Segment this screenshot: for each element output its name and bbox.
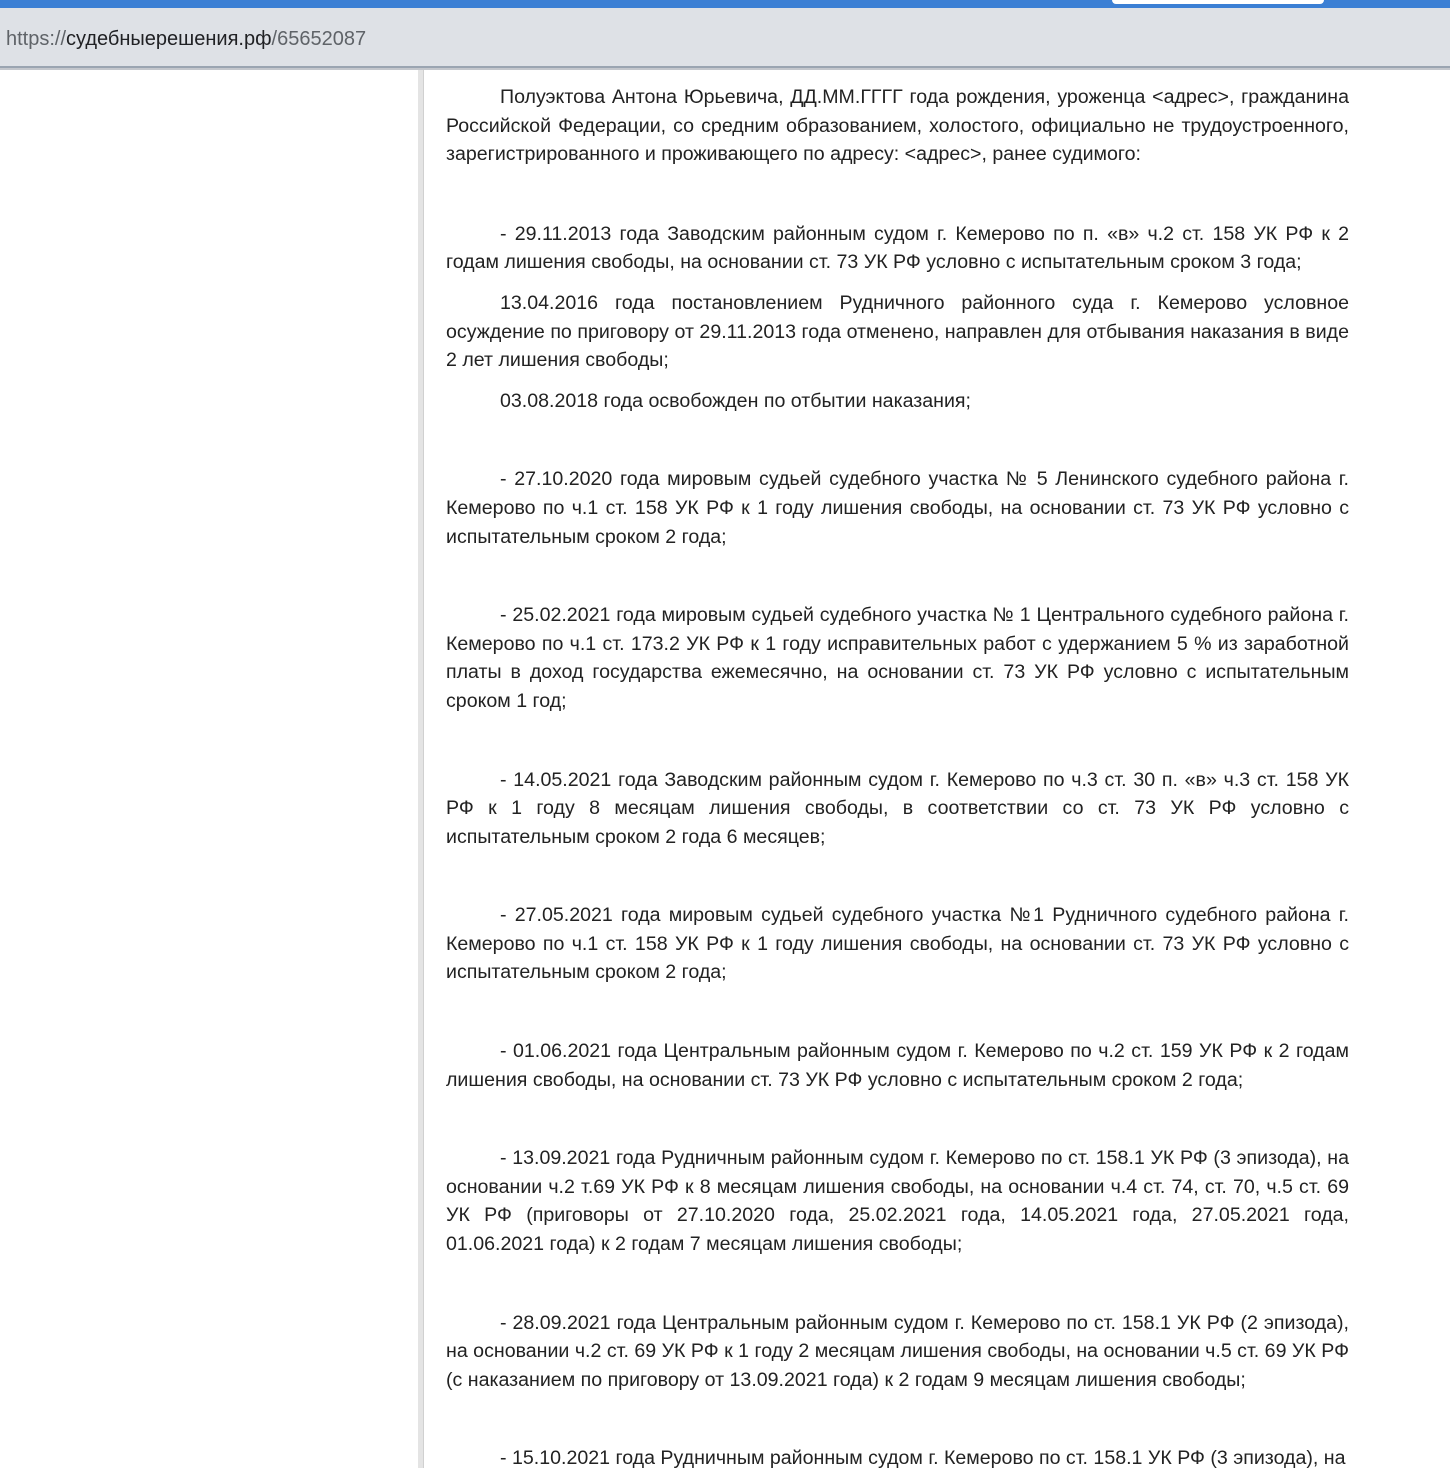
browser-top-strip — [0, 0, 1450, 8]
left-column — [0, 70, 418, 1468]
url-path: /65652087 — [271, 28, 367, 50]
address-bar[interactable] — [0, 8, 1450, 70]
paragraph-conviction: - 15.10.2021 года Рудничным районным судом г. Кемерово по ст. 158.1 УК РФ (3 эпизода), на — [500, 1447, 1346, 1468]
paragraph-conviction: - 29.11.2013 года Заводским районным судом г. Кемерово по п. «в» ч.2 ст. 158 УК РФ к 2 годам лишения свободы, на основании ст. 73 УК РФ условно с испытательным сроком 3 года; — [446, 222, 1349, 274]
paragraph-conviction: - 27.10.2020 года мировым судьей судебного участка № 5 Ленинского судебного района г. Кемерово по ч.1 ст. 158 УК РФ к 1 году лишения свободы, на основании ст. 73 УК РФ условно с испытательным сроком 2 года; — [446, 468, 1349, 548]
paragraph-conviction: - 14.05.2021 года Заводским районным судом г. Кемерово по ч.3 ст. 30 п. «в» ч.3 ст. 158 УК РФ к 1 году 8 месяцам лишения свободы, в соответствии со ст. 73 УК РФ условно с испытательным сроком 2 года 6 месяцев; — [446, 768, 1349, 848]
paragraph-conviction: - 25.02.2021 года мировым судьей судебного участка № 1 Центрального судебного района г. Кемерово по ч.1 ст. 173.2 УК РФ к 1 году исправительных работ с удержанием 5 % из заработной платы в доход государства ежемесячно, на основании ст. 73 УК РФ условно с испытательным сроком 1 год; — [446, 604, 1349, 712]
toolbar-divider — [0, 66, 1450, 68]
url-text[interactable] — [6, 26, 366, 52]
paragraph-conviction: - 13.09.2021 года Рудничным районным судом г. Кемерово по ст. 158.1 УК РФ (3 эпизода), на основании ч.2 т.69 УК РФ к 8 месяцам лишения свободы, на основании ч.4 ст. 74, ст. 70, ч.5 ст. 69 УК РФ (приговоры от 27.10.2020 года, 25.02.2021 года, 14.05.2021 года, 27.05.2021 года, 01.06.2021 года) к 2 годам 7 месяцам лишения свободы; — [446, 1147, 1349, 1256]
paragraph-conviction: 03.08.2018 года освобожден по отбытии наказания; — [500, 389, 971, 412]
url-scheme: https:// — [6, 28, 67, 50]
active-tab-edge[interactable] — [1112, 0, 1324, 4]
paragraph-conviction: - 01.06.2021 года Центральным районным судом г. Кемерово по ч.2 ст. 159 УК РФ к 2 годам лишения свободы, на основании ст. 73 УК РФ условно с испытательным сроком 2 года; — [446, 1040, 1349, 1091]
scrollbar[interactable] — [1441, 70, 1450, 1468]
paragraph-defendant: Полуэктова Антона Юрьевича, ДД.ММ.ГГГГ года рождения, уроженца <адрес>, гражданина Российской Федерации, со средним образованием, холостого, официально не трудоустроенного, зарегистрированного и проживающего по адресу: <адрес>, ранее судимого: — [446, 86, 1349, 166]
url-host: судебныерешения.рф — [66, 28, 272, 50]
paragraph-conviction: - 27.05.2021 года мировым судьей судебного участка №1 Рудничного судебного района г. Кемерово по ч.1 ст. 158 УК РФ к 1 году лишения свободы, на основании ст. 73 УК РФ условно с испытательным сроком 2 года; — [446, 904, 1349, 984]
document-body — [446, 83, 1349, 1468]
paragraph-conviction: 13.04.2016 года постановлением Рудничного районного суда г. Кемерово условное осуждение по приговору от 29.11.2013 года отменено, направлен для отбывания наказания в виде 2 лет лишения свободы; — [446, 291, 1349, 372]
paragraph-conviction: - 28.09.2021 года Центральным районным судом г. Кемерово по ст. 158.1 УК РФ (2 эпизода), на основании ч.2 ст. 69 УК РФ к 1 году 2 месяцам лишения свободы, на основании ч.5 ст. 69 УК РФ (с наказанием по приговору от 13.09.2021 года) к 2 годам 9 месяцам лишения свободы; — [446, 1311, 1349, 1391]
column-divider — [418, 70, 424, 1468]
